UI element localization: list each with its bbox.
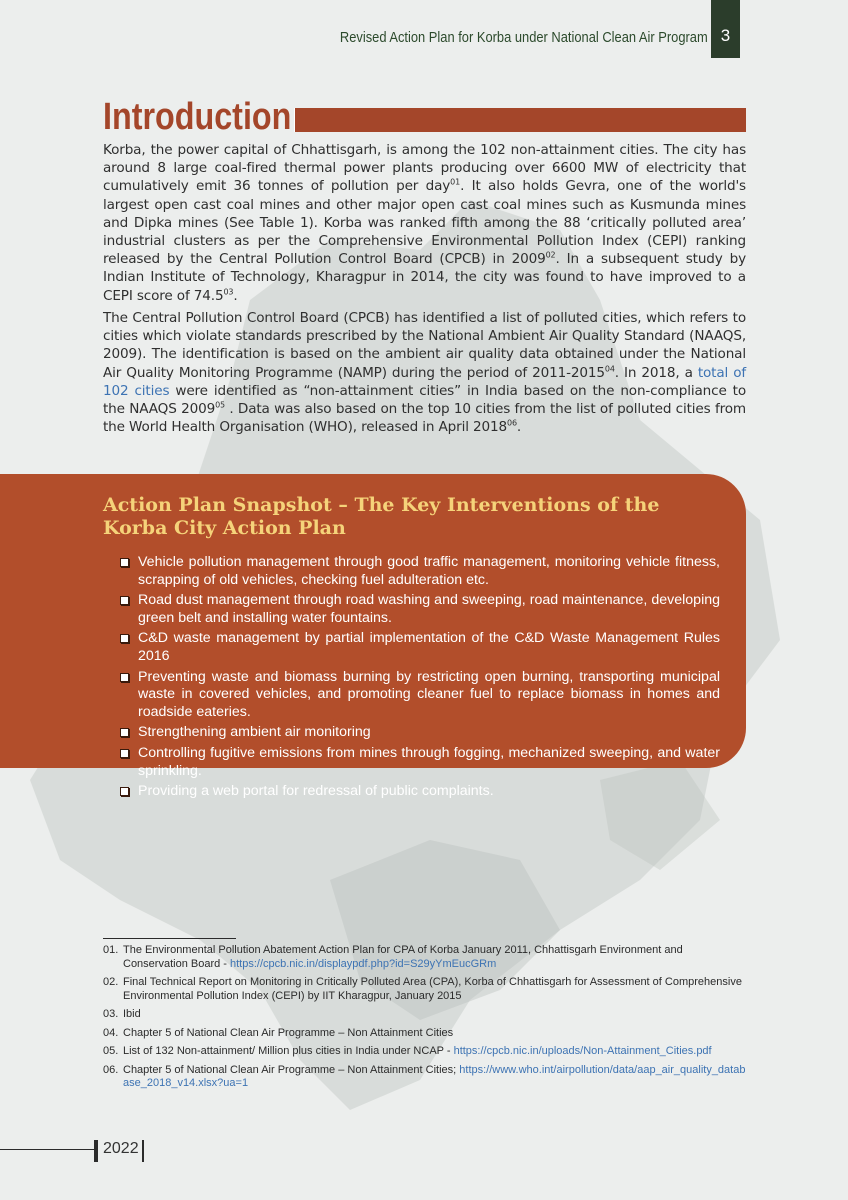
footnote-ref: 06 — [507, 418, 517, 428]
list-item: Strengthening ambient air monitoring — [120, 724, 720, 742]
footer-rule — [0, 1149, 94, 1150]
footer-year: 2022 — [103, 1140, 139, 1157]
footnote-link[interactable]: https://www.who.int/airpollution/data/aap_air_quality_database_2018_v14.xlsx?ua=1 — [123, 1063, 746, 1089]
intro-paragraph-2: The Central Pollution Control Board (CPCB) has identified a list of polluted cities, which refers to cities which violate standards prescribed by the National Ambient Air Quality Standard (NAAQS, 2009). The identification is based on the ambient air quality data obtained under the National Air Quality Monitoring Programme (NAMP) during the period of 2011-2015$^{04}$. In 2018, a total of 102 cities were identified as “non-attainment cities” in India based on the non-compliance to the NAAQS 2009$^{05}$ . Data was also based on the top 10 cities from the list of polluted cities from the World Health Organisation (WHO), released in April 2018$^{06}$. — [103, 310, 746, 436]
list-item: Preventing waste and biomass burning by restricting open burning, transporting municipal waste in covered vehicles, and promoting cleaner fuel to replace biomass in homes and roadside eateries. — [120, 669, 720, 722]
footnote-item: 03. Ibid — [103, 1008, 141, 1020]
heading-bar-pattern — [294, 108, 297, 132]
list-item: C&D waste management by partial implementation of the C&D Waste Management Rules 2016 — [120, 630, 720, 665]
footnote-number: 06. — [103, 1063, 119, 1076]
snapshot-list — [120, 554, 720, 804]
square-bullet-icon — [120, 749, 129, 758]
footnote-ref: 01 — [450, 177, 461, 187]
footnote-item: 02. Final Technical Report on Monitoring in Critically Polluted Area (CPA), Korba of Chhattisgarh for Assessment of Comprehensive Environmental Pollution Index (CEPI) by IIT Kharagpur, January 2015 — [103, 976, 742, 1002]
heading-bar — [294, 108, 746, 132]
footnote-link[interactable]: https://cpcb.nic.in/uploads/Non-Attainment_Cities.pdf — [453, 1045, 712, 1057]
footnote-link[interactable]: https://cpcb.nic.in/displaypdf.php?id=S29yYmEucGRm — [230, 957, 497, 970]
section-heading: Introduction — [103, 96, 292, 138]
square-bullet-icon — [120, 596, 129, 605]
list-item: Providing a web portal for redressal of public complaints. — [120, 783, 720, 801]
square-bullet-icon — [120, 787, 129, 796]
page-number-tab: 3 — [711, 0, 740, 58]
square-bullet-icon — [120, 728, 129, 737]
header-title: Revised Action Plan for Korba under National Clean Air Program — [340, 29, 708, 46]
footnote-number: 01. — [103, 944, 119, 956]
footnote-divider — [103, 938, 236, 939]
footnote-item: 01. The Environmental Pollution Abatement Action Plan for CPA of Korba January 2011, Chhattisgarh Environment and Conservation Board - https://cpcb.nic.in/displaypdf.php?id=S29yYmEucGRm — [103, 944, 683, 970]
list-item: Road dust management through road washing and sweeping, road maintenance, developing green belt and installing water fountains. — [120, 592, 720, 627]
square-bullet-icon — [120, 673, 129, 682]
cities-link[interactable]: total of 102 cities — [103, 364, 746, 399]
list-item: Vehicle pollution management through good traffic management, monitoring vehicle fitness, scrapping of old vehicles, checking fuel adulteration etc. — [120, 554, 720, 589]
square-bullet-icon — [120, 558, 129, 567]
footnote-number: 03. — [103, 1008, 119, 1020]
footnote-ref: 02 — [545, 250, 556, 260]
footnote-number: 02. — [103, 976, 119, 988]
square-bullet-icon — [120, 634, 129, 643]
intro-paragraph-1: Korba, the power capital of Chhattisgarh, is among the 102 non-attainment cities. The city has around 8 large coal-fired thermal power plants producing over 6600 MW of electricity that cumulatively emit 36 tonnes of pollution per day$^{01}$. It also holds Gevra, one of the world's largest open cast coal mines and other major open cast coal mines such as Kusmunda mines and Dipka mines (See Table 1). Korba was ranked fifth among the 88 ‘critically polluted area’ industrial clusters as per the Comprehensive Environmental Pollution Index (CEPI) ranking released by the Central Pollution Control Board (CPCB) in 2009$^{02}$. In a subsequent study by Indian Institute of Technology, Kharagpur in 2014, the city was found to have improved to a CEPI score of 74.5$^{03}$. — [103, 142, 746, 304]
snapshot-title: Action Plan Snapshot – The Key Interventions of the Korba City Action Plan — [103, 494, 660, 539]
footer-bar-left — [94, 1140, 98, 1162]
footer-bar-right — [142, 1140, 144, 1162]
action-plan-snapshot-box — [0, 474, 746, 800]
footnote-number: 04. — [103, 1026, 119, 1039]
list-item: Controlling fugitive emissions from mines through fogging, mechanized sweeping, and water sprinkling. — [120, 745, 720, 780]
footnote-ref: 04 — [604, 364, 615, 374]
footnote-number: 05. — [103, 1045, 119, 1057]
footnote-ref: 05 — [215, 400, 225, 410]
footnote-item: 04. Chapter 5 of National Clean Air Programme – Non Attainment Cities — [103, 1026, 454, 1039]
footnote-item: 05. List of 132 Non-attainment/ Million plus cities in India under NCAP - https://cpcb.nic.in/uploads/Non-Attainment_Cities.pdf — [103, 1045, 712, 1057]
footnote-item: 06. Chapter 5 of National Clean Air Programme – Non Attainment Cities; https://www.who.int/airpollution/data/aap_air_quality_database_2018_v14.xlsx?ua=1 — [103, 1063, 746, 1089]
footnote-ref: 03 — [223, 287, 234, 297]
footnotes-list — [103, 944, 746, 1096]
